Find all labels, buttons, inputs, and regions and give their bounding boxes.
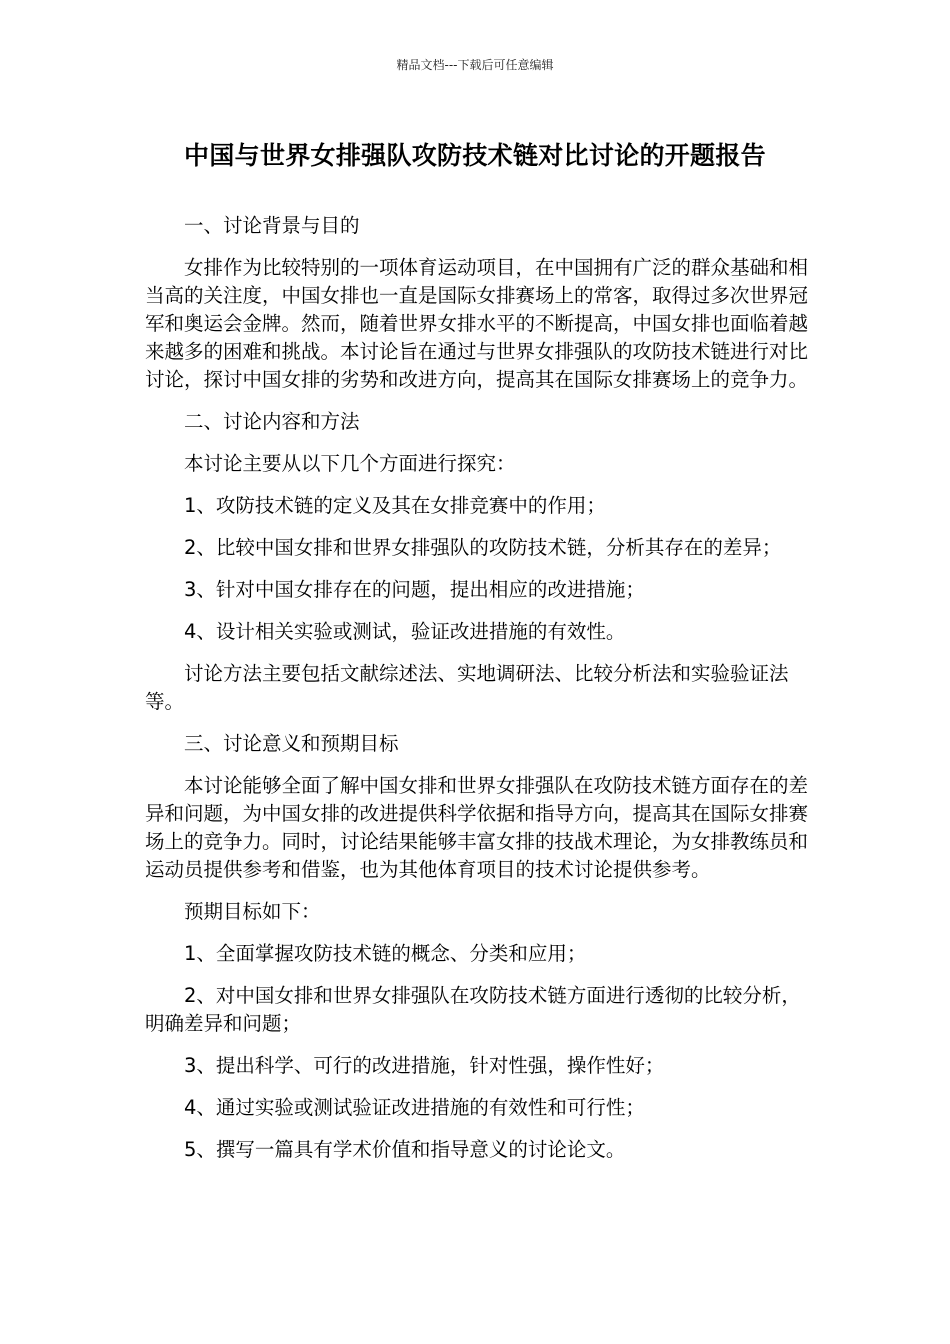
section-heading-background: 一、讨论背景与目的 (184, 214, 360, 237)
list-item-goal-5: 5、撰写一篇具有学术价值和指导意义的讨论论文。 (184, 1138, 626, 1161)
section-heading-significance: 三、讨论意义和预期目标 (184, 732, 399, 755)
list-item-goal-2: 2、对中国女排和世界女排强队在攻防技术链方面进行透彻的比较分析，明确差异和问题； (145, 984, 801, 1035)
paragraph-goals-intro: 预期目标如下： (184, 900, 321, 923)
list-item-content-2: 2、比较中国女排和世界女排强队的攻防技术链，分析其存在的差异； (184, 536, 782, 559)
list-item-content-1: 1、攻防技术链的定义及其在女排竞赛中的作用； (184, 494, 606, 517)
paragraph-method: 讨论方法主要包括文献综述法、实地调研法、比较分析法和实验验证法等。 (145, 662, 789, 713)
paragraph-background: 女排作为比较特别的一项体育运动项目，在中国拥有广泛的群众基础和相当高的关注度，中国女排也一直是国际女排赛场上的常客，取得过多次世界冠军和奥运会金牌。然而，随着世界女排水平的不断提高，中国女排也面临着越来越多的困难和挑战。本讨论旨在通过与世界女排强队的攻防技术链进行对比讨论，探讨中国女排的劣势和改进方向，提高其在国际女排赛场上的竞争力。 (145, 256, 809, 391)
paragraph-content-intro: 本讨论主要从以下几个方面进行探究： (184, 452, 516, 475)
list-item-goal-4: 4、通过实验或测试验证改进措施的有效性和可行性； (184, 1096, 645, 1119)
list-item-content-4: 4、设计相关实验或测试，验证改进措施的有效性。 (184, 620, 626, 643)
document-body (145, 212, 817, 1178)
document-title: 中国与世界女排强队攻防技术链对比讨论的开题报告 (184, 141, 766, 170)
section-heading-content-method: 二、讨论内容和方法 (184, 410, 360, 433)
header-note: 精品文档---下载后可任意编辑 (396, 58, 554, 72)
paragraph-significance: 本讨论能够全面了解中国女排和世界女排强队在攻防技术链方面存在的差异和问题，为中国女排的改进提供科学依据和指导方向，提高其在国际女排赛场上的竞争力。同时，讨论结果能够丰富女排的技战术理论，为女排教练员和运动员提供参考和借鉴，也为其他体育项目的技术讨论提供参考。 (145, 774, 809, 881)
list-item-goal-1: 1、全面掌握攻防技术链的概念、分类和应用； (184, 942, 587, 965)
list-item-goal-3: 3、提出科学、可行的改进措施，针对性强，操作性好； (184, 1054, 665, 1077)
list-item-content-3: 3、针对中国女排存在的问题，提出相应的改进措施； (184, 578, 645, 601)
